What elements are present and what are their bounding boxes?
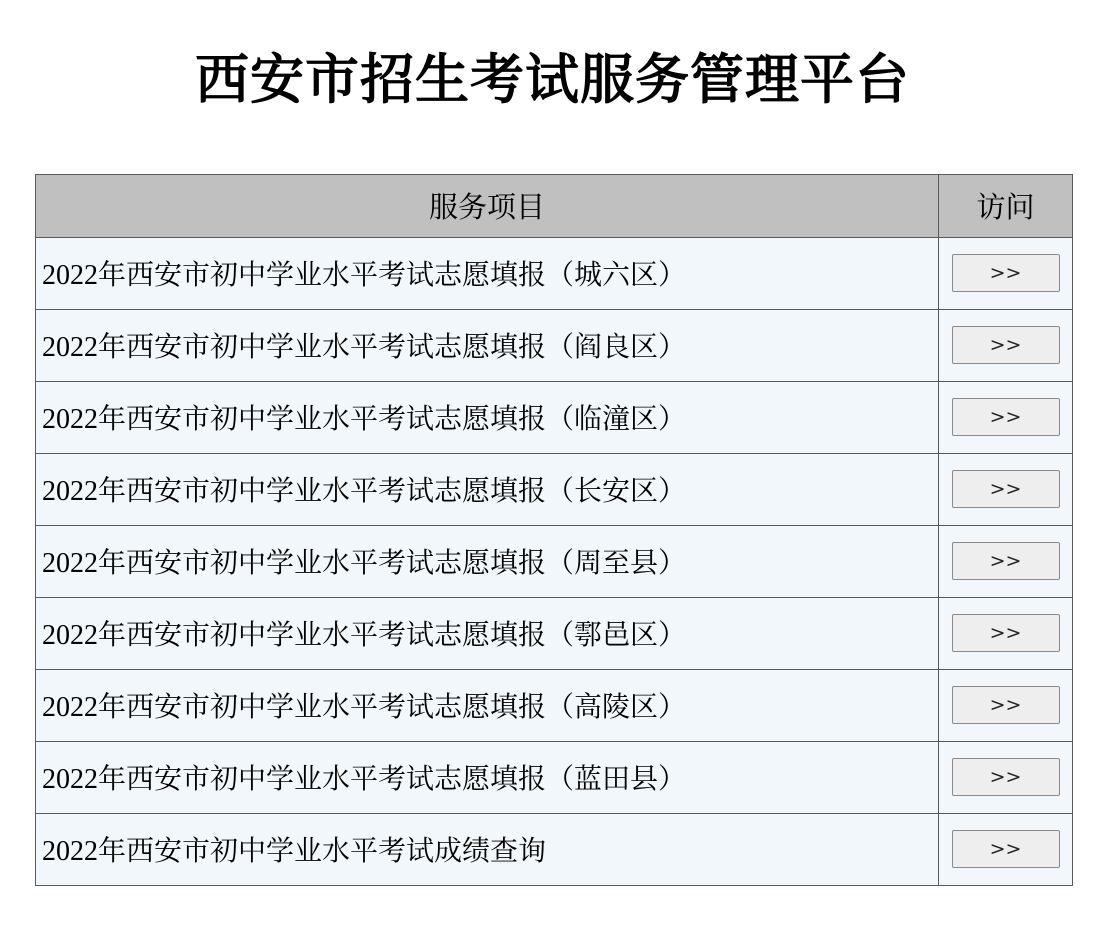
visit-cell [939, 381, 1073, 453]
page-root [0, 36, 1105, 938]
table-row [36, 741, 1073, 813]
table-header [36, 174, 1073, 237]
visit-cell [939, 525, 1073, 597]
service-item-label: 2022年西安市初中学业水平考试志愿填报（长安区） [36, 453, 939, 525]
service-item-label: 2022年西安市初中学业水平考试志愿填报（周至县） [36, 525, 939, 597]
visit-button[interactable]: >> [952, 398, 1060, 436]
visit-cell [939, 237, 1073, 309]
service-item-label: 2022年西安市初中学业水平考试志愿填报（蓝田县） [36, 741, 939, 813]
table-body [36, 237, 1073, 885]
table-row [36, 381, 1073, 453]
service-item-label: 2022年西安市初中学业水平考试志愿填报（鄠邑区） [36, 597, 939, 669]
service-item-label: 2022年西安市初中学业水平考试志愿填报（临潼区） [36, 381, 939, 453]
visit-button[interactable]: >> [952, 254, 1060, 292]
table-row [36, 309, 1073, 381]
service-item-label: 2022年西安市初中学业水平考试志愿填报（高陵区） [36, 669, 939, 741]
visit-button[interactable]: >> [952, 326, 1060, 364]
visit-cell [939, 309, 1073, 381]
visit-cell [939, 741, 1073, 813]
page-title: 西安市招生考试服务管理平台 [195, 48, 910, 112]
visit-button[interactable]: >> [952, 470, 1060, 508]
service-table-container [0, 174, 1105, 886]
visit-button[interactable]: >> [952, 758, 1060, 796]
table-row [36, 525, 1073, 597]
column-header-visit: 访问 [939, 174, 1073, 237]
table-row [36, 597, 1073, 669]
visit-cell [939, 813, 1073, 885]
table-row [36, 669, 1073, 741]
service-item-label: 2022年西安市初中学业水平考试志愿填报（阎良区） [36, 309, 939, 381]
service-item-label: 2022年西安市初中学业水平考试成绩查询 [36, 813, 939, 885]
table-header-row [36, 174, 1073, 237]
table-row [36, 453, 1073, 525]
visit-cell [939, 597, 1073, 669]
visit-button[interactable]: >> [952, 542, 1060, 580]
service-item-label: 2022年西安市初中学业水平考试志愿填报（城六区） [36, 237, 939, 309]
visit-button[interactable]: >> [952, 686, 1060, 724]
visit-button[interactable]: >> [952, 614, 1060, 652]
column-header-service-item: 服务项目 [36, 174, 939, 237]
table-row [36, 237, 1073, 309]
table-row [36, 813, 1073, 885]
visit-cell [939, 453, 1073, 525]
visit-cell [939, 669, 1073, 741]
visit-button[interactable]: >> [952, 830, 1060, 868]
service-table [35, 174, 1073, 886]
